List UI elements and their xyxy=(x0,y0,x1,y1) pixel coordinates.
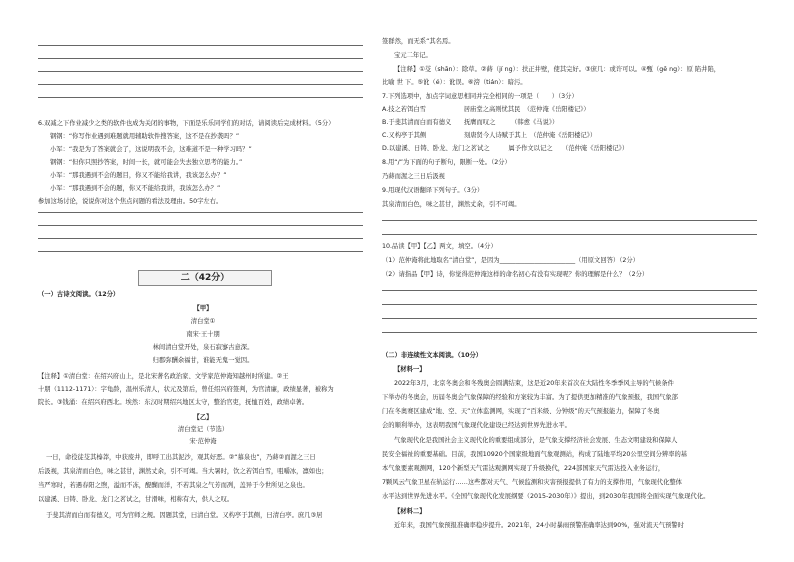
answer-line[interactable] xyxy=(382,220,757,221)
poem-line: 归郡弥酬余福甘，谁能无鬼一觉因。 xyxy=(152,357,254,364)
question-9-sentence: 其泉清而白色，味之甚甘，渊然丈余，引不可竭。 xyxy=(382,201,521,208)
material-line: 水平达到世界先进水平。《全国气象现代化发展纲要（2015-2030年）》提出，到2030年我国将全面实现气象现代化。 xyxy=(382,493,710,500)
material-line: 近年来，我国气象预报准确率稳步提升。2021年，24小时暴雨预警准确率达到90%，强对流天气预警时 xyxy=(394,522,684,529)
note-line: 比喻 世 下。⑤讹（é）：讹误。⑥滂（tián）：暗污。 xyxy=(382,79,527,86)
note-line: 十朋（1112-1171）：字龟龄，温州乐清人，状元及第后，曾任绍兴府签判，为官清廉，政绩显著，被称为 xyxy=(38,386,334,393)
question-6-title: 6.双减之下作业减少之类的软件也成为关闭的事物，下面是乐乐同学们的对话，请阅读后完成材料。（5分） xyxy=(38,120,335,127)
subsection-title: （二）非连续性文本阅读。（10分） xyxy=(382,352,483,359)
material-line: 民安全福祉的重要基础。目前，我国10920个国家级地面气象观测站，构成了陆地平均20公里空间分辨率的基 xyxy=(382,451,688,458)
material-line: 门在冬奥赛区建成“地、空、天”立体监测网，实现了“百米级、分钟级”的天气预报能力，保障了冬奥 xyxy=(382,408,660,415)
subsection-title: （一）古诗文阅读。（12分） xyxy=(38,291,120,298)
question-6-prompt: 参加这场讨论，说说你对这个焦点问题的看法及理由。50字左右。 xyxy=(38,198,223,205)
material-line: 会的顺利举办，这表明我国气象现代化建设已经达到世界先进水平。 xyxy=(382,422,571,429)
dialogue-line: 小军：“那我遇到不会的题，你又不能给我讲，我该怎么办？” xyxy=(50,185,221,192)
option-c[interactable]: C.又构亭于其侧 刻唐贤今人诗赋于其上 （范仲淹《岳阳楼记》） xyxy=(382,132,597,139)
note-line: 【注释】①清白堂：在绍兴府山上，是北宋著名政治家、文学家范仲淹知越州时所建。②王 xyxy=(38,373,289,380)
question-10-part1: （1）范仲淹将此地取名“清白堂”，是因为________________________（用原文回答）（2分） xyxy=(382,257,639,264)
material-marker: 【材料一】 xyxy=(394,366,426,373)
option-a[interactable]: A.技之若饵白雪 居庙堂之高则忧其民 （范仲淹《岳阳楼记》） xyxy=(382,106,590,113)
answer-line[interactable] xyxy=(382,332,757,333)
poem-title: 清白堂① xyxy=(190,318,216,325)
question-10-part2: （2）请指品【甲】诗，你觉得范仲淹这样的命名初心有没有实现呢？你的理解是什么？（2分） xyxy=(382,271,649,278)
answer-line[interactable] xyxy=(382,234,757,235)
answer-line[interactable] xyxy=(38,45,363,46)
material-line: 气象现代化是我国社会主义现代化的重要组成部分，是气象支撑经济社会发展、生态文明建设和保障人 xyxy=(394,437,678,444)
answer-line[interactable] xyxy=(38,84,363,85)
prose-date: 宝元二年记。 xyxy=(394,52,432,59)
prose-line: 后汲视，其泉清而白色，味之甚甘，渊然丈余，引不可竭。当大暑时，饮之若饵白雪，咀嚼冰，凛如也； xyxy=(38,468,328,475)
dialogue-line: 钢钢：“但你只照抄答案，时间一长，就可能会失去独立思考的能力。” xyxy=(50,159,243,166)
question-8: 8.用“/”为下面的句子断句，限断一处。（2分） xyxy=(382,159,511,166)
answer-line[interactable] xyxy=(38,97,363,98)
answer-line[interactable] xyxy=(382,318,757,319)
note-line: 院长。③钱涌：在绍兴府西北。埃然：东汉时期绍兴地区太守，整治官吏，抚恤百姓，政绩卓著。 xyxy=(38,399,309,406)
question-7: 7.下列选项中，加点字词意思相同并完全相同的一项是（ ）（3分） xyxy=(382,93,578,100)
prose-title: 清白堂记（节选） xyxy=(177,426,229,433)
section-title: 二（42分） xyxy=(138,270,272,286)
poem-author: 南宋·王十朋 xyxy=(186,331,220,338)
prose-line: 于斐其清而白而有德义，可为官师之规。因题其堂，曰清白堂。又构亭于其侧，曰清白亭。庶几③居 xyxy=(46,512,323,519)
prose-line: 签群然，而无系“其名焉。 xyxy=(382,38,455,45)
question-8-sentence: 乃蒔而渥之三日后汲视 xyxy=(382,173,445,180)
material-line: 下举办的冬奥会，历届冬奥会气象保障的经验和方案较为丰富。为了提供更加精准的气象预报，我国气象部 xyxy=(382,394,678,401)
answer-line[interactable] xyxy=(38,212,363,213)
answer-line[interactable] xyxy=(382,290,757,291)
left-column xyxy=(38,0,368,562)
option-d[interactable]: D.以建溪、日铸、卧龙、龙门之茗试之 属予作文以记之 （范仲淹《岳阳楼记》） xyxy=(382,145,629,152)
question-9: 9.用现代汉语翻译下列句子。（3分） xyxy=(382,187,484,194)
answer-line[interactable] xyxy=(382,304,757,305)
dialogue-line: 钢钢：“你写作业遇到难题就用辅助软件搜答案，这不是在抄袭吗？” xyxy=(50,133,240,140)
dialogue-line: 小军：“那我遇到不会的题目，你又不能给我讲，我该怎么办？” xyxy=(50,172,227,179)
material-line: 7颗风云气象卫星在轨运行……这些都对天气、气候监测和灾害预报提供了有力的支撑作用，气象现代化整体 xyxy=(382,479,682,486)
answer-line[interactable] xyxy=(38,238,363,239)
prose-author: 宋·范仲淹 xyxy=(189,438,217,445)
option-b[interactable]: B.于斐其清而白而有德义 抚膺而叹之 （韩愈《马说》） xyxy=(382,119,559,126)
prose-line: 当严寒时，若遇春阳之煦，溢而不冻，醍醐而洋，不若其泉之气芳而冽，盖异于今世所见之泉也。 xyxy=(38,482,309,489)
answer-line[interactable] xyxy=(38,225,363,226)
material-line: 本气象要素观测网，120个新型天气雷达观测网实现了升级换代，224部国家天气雷达投入业务运行， xyxy=(382,465,665,472)
prose-line: 以建溪、日铸、卧龙、龙门之茗试之，甘滑味，相称有大，供人之叹。 xyxy=(38,496,234,503)
right-column xyxy=(382,0,757,562)
prose-line: 一日，命役徒芟其榛莽，中获废井，即呼工出其泥沙，观其好恶。②“慕泉也”，乃蒔②而渥之三日 xyxy=(46,454,316,461)
answer-line[interactable] xyxy=(38,58,363,59)
note-line: 【注释】①芟（shān）：除草。②蒔（jí ng）：扶正井壁，使其完好。③庶几：或许可以。④甄（gē ng）：原 陷井陷， xyxy=(394,66,721,73)
text-marker-yi: 【乙】 xyxy=(193,414,213,421)
material-marker: 【材料二】 xyxy=(394,508,426,515)
dialogue-line: 小军：“我是为了答案就会了，这说明我不会，这难道不是一种学习吗？” xyxy=(50,146,252,153)
question-10: 10.品读【甲】【乙】两文，填空。（4分） xyxy=(382,243,497,250)
material-line: 2022年3月，北京冬奥会和冬残奥会圆满结束，这是近20年来首次在大陆性冬季季风主导的气候条件 xyxy=(394,380,674,387)
answer-line[interactable] xyxy=(38,71,363,72)
text-marker-jia: 【甲】 xyxy=(193,305,213,312)
answer-line[interactable] xyxy=(38,251,363,252)
poem-line: 林间清白堂开处，泉石寂寥古意深。 xyxy=(152,344,254,351)
